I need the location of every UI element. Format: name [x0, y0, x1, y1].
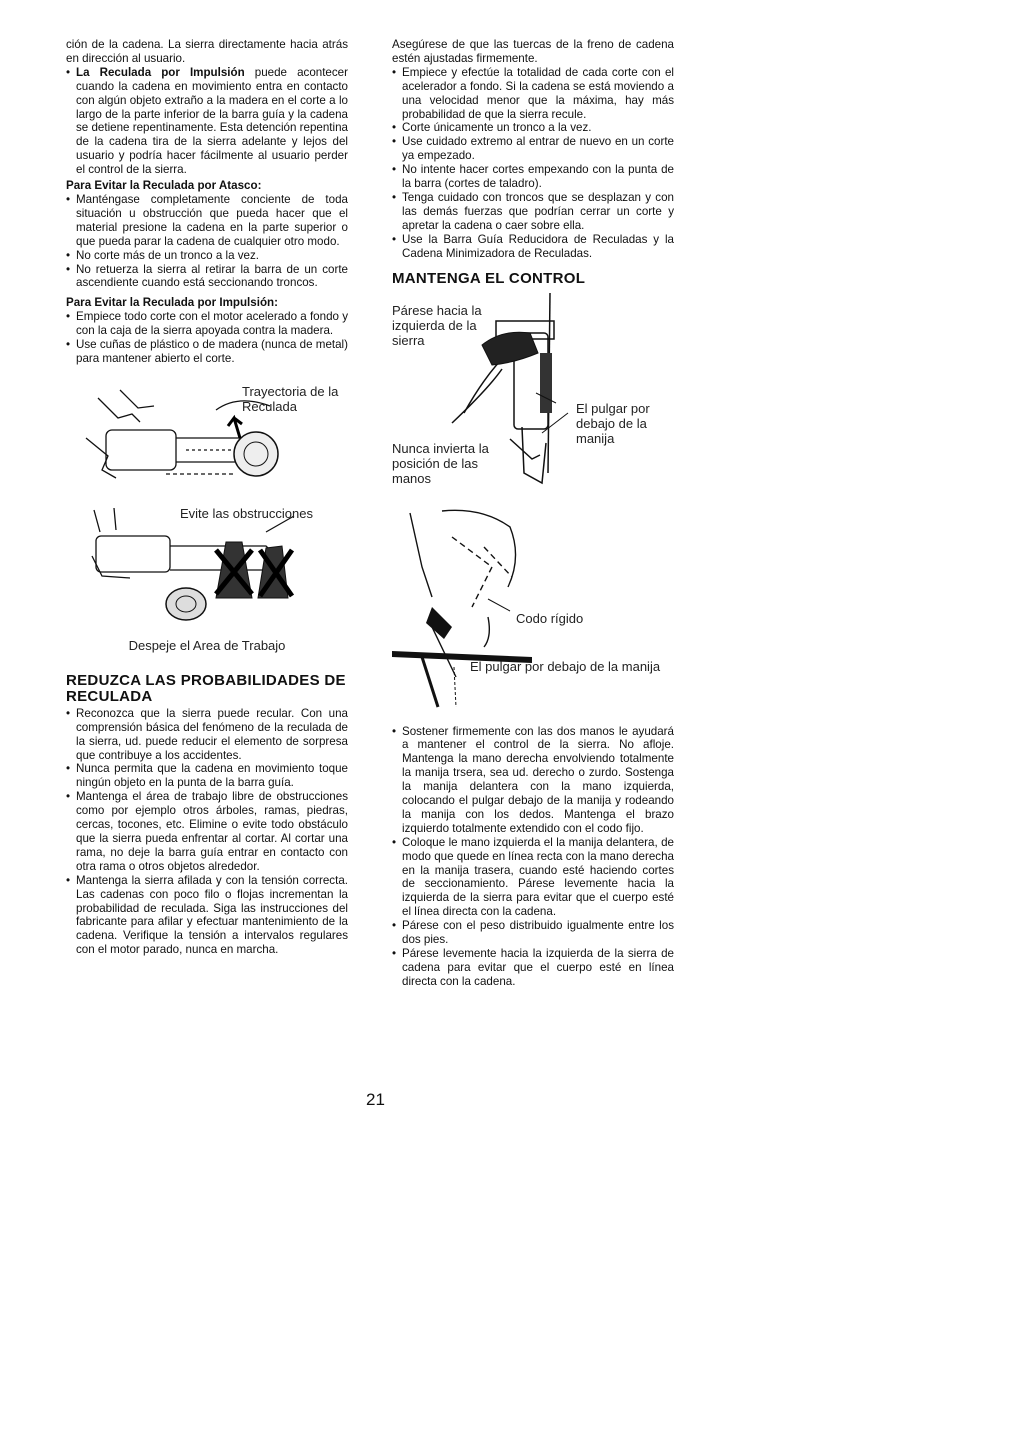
list-item: • Manténgase completamente conciente de toda situación u obstrucción que pueda hacer que el material presione la cadena en la parte superior o que pueda parar la cadena de cualquier otro modo.: [66, 193, 348, 249]
list-item: • Corte únicamente un tronco a la vez.: [392, 121, 674, 135]
subheading-impulsion: Para Evitar la Reculada por Impulsión:: [66, 296, 278, 310]
list-item: • Párese con el peso distribuido igualmente entre los dos pies.: [392, 919, 674, 947]
figure-label: Evite las obstrucciones: [180, 505, 313, 521]
list-item: • Nunca permita que la cadena en movimiento toque ningún objeto en la punta de la barra guía.: [66, 762, 348, 790]
figure-label: Párese hacia la izquierda de la sierra: [392, 302, 482, 348]
list-item: • Mantenga el área de trabajo libre de obstrucciones como por ejemplo otros árboles, ramas, piedras, cercas, tocones, etc. Elimine o evite todo obstáculo que la sierra pueda enfrentar al cortar. Al cortar una rama, no deje la barra guía entrar en contacto con otra rama o otros objetos alrededor.: [66, 790, 348, 873]
list-item: • Empiece y efectúe la totalidad de cada corte con el acelerador a fondo. Si la cadena se está moviendo a una velocidad menor que la máxima, hay más probabilidad de que la sierra recule.: [392, 66, 674, 122]
right-column: [392, 38, 674, 989]
list-item: • No retuerza la sierra al retirar la barra de un corte ascendiente cuando está seccionando troncos.: [66, 263, 348, 291]
list-item: • Sostener firmemente con las dos manos le ayudará a mantener el control de la sierra. No afloje. Mantenga la mano derecha envolviendo totalmente la manija trsera, sea ud. derecho o zurdo. Sostenga la manija delantera con la mano izquierda, colocando el pulgar debajo de la manija y rodeando la manija con los dedos. Mantenga el brazo izquierdo totalmente extendido con el codo fijo.: [392, 725, 674, 836]
list-item: • Párese levemente hacia la izquierda de la sierra de cadena para evitar que el cuerpo esté en línea directa con la cadena.: [392, 947, 674, 989]
left-column: [66, 38, 348, 957]
figure-label: Codo rígido: [516, 610, 584, 626]
list-item: • Tenga cuidado con troncos que se desplazan y con las demás fuerzas que podrían cerrar un corte y apretar la cadena o caer sobre ella.: [392, 191, 674, 233]
bullet-text: puede acontecer cuando la cadena en movimiento entra en contacto con algún objeto extraño a la madera en el corte a lo largo de la parte inferior de la barra guía y la cadena se detiene repentinamente. Esta detención repentina de la cadena tira de la sierra adelante y lejos del usuario y podría hacer fácilmente al usuario perder el control de la sierra.: [76, 65, 349, 177]
figure-label: El pulgar por debajo de la manija: [470, 658, 661, 674]
list-item: • Use cuñas de plástico o de madera (nunca de metal) para mantener abierto el corte.: [66, 338, 348, 366]
figure-label: Nunca invierta la posición de las manos: [392, 440, 489, 486]
list-item: • Mantenga la sierra afilada y con la tensión correcta. Las cadenas con poco filo o flojas incrementan la probabilidad de reculada. Siga las instrucciones del fabricante para afilar y efectuar mantenimiento de la cadena. Verifique la tensión a intervalos regulares con el motor parado, nunca en marcha.: [66, 874, 348, 957]
bullet-impulsion-kickback: [66, 66, 348, 177]
figure-avoid-obstructions: [66, 506, 348, 634]
section-heading-control: MANTENGA EL CONTROL: [392, 269, 586, 287]
figure-label: El pulgar por debajo de la manija: [576, 400, 650, 446]
figure-hand-position: [392, 293, 674, 505]
figure-stiff-elbow: [392, 507, 674, 719]
list-item: • Empiece todo corte con el motor acelerado a fondo y con la caja de la sierra apoyada contra la madera.: [66, 310, 348, 338]
figure-kickback-path: [66, 378, 348, 496]
figure-caption: Despeje el Area de Trabajo: [128, 637, 286, 653]
list-item: • No corte más de un tronco a la vez.: [66, 249, 348, 263]
obstructions-illustration: [66, 506, 348, 634]
bold-term: La Reculada por Impulsión: [76, 65, 245, 79]
subheading-atasco: Para Evitar la Reculada por Atasco:: [66, 179, 262, 193]
list-item: • Reconozca que la sierra puede recular. Con una comprensión básica del fenómeno de la reculada de la sierra, ud. puede reducir el elemento de sorpresa que contribuye a los accidentes.: [66, 707, 348, 763]
figure-label: Trayectoria de la Reculada: [242, 383, 339, 414]
paragraph-continuation: ción de la cadena. La sierra directamente hacia atrás en dirección al usuario.: [66, 38, 348, 65]
list-item: • Use cuidado extremo al entrar de nuevo en un corte ya empezado.: [392, 135, 674, 163]
list-item: • Coloque le mano izquierda el la manija delantera, de modo que quede en línea recta con la mano derecha en la manija trasera, cuando esté haciendo cortes de seccionamiento. Párese levemente hacia la izquierda de la sierra para evitar que el cuerpo esté el línea directa con la cadena.: [392, 836, 674, 919]
list-item: • No intente hacer cortes empexando con la punta de la barra (cortes de taladro).: [392, 163, 674, 191]
page-number: 21: [366, 1090, 385, 1109]
section-heading-reduzca: REDUZCA LAS PROBABILIDADES DE RECULADA: [66, 671, 346, 705]
paragraph-continuation: Asegúrese de que las tuercas de la freno de cadena estén ajustadas firmemente.: [392, 38, 674, 65]
list-item: • Use la Barra Guía Reducidora de Reculadas y la Cadena Minimizadora de Reculadas.: [392, 233, 674, 261]
